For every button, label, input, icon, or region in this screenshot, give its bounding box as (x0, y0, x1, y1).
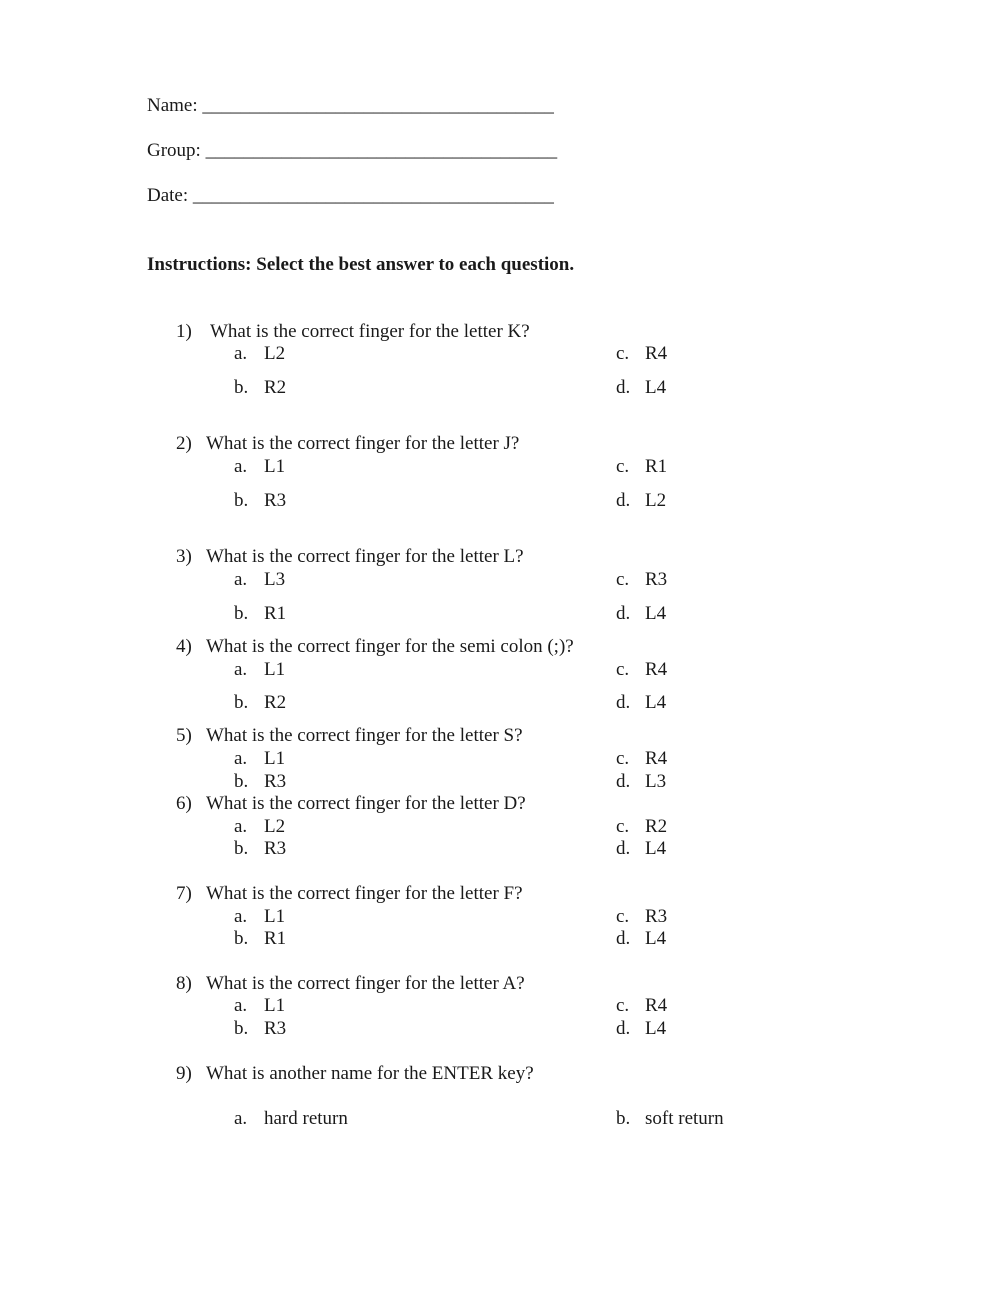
option-letter: c. (616, 343, 630, 364)
option-value[interactable]: L4 (645, 603, 667, 624)
option-value[interactable]: L2 (645, 490, 667, 511)
option-letter: a. (234, 906, 248, 927)
instructions: Instructions: Select the best answer to each question. (147, 254, 575, 275)
option-letter: a. (234, 995, 248, 1016)
date-field[interactable] (147, 185, 554, 207)
option-value[interactable]: soft return (645, 1108, 724, 1129)
option-letter: a. (234, 456, 248, 477)
question-number: 7) (176, 883, 192, 904)
option-letter: a. (234, 816, 248, 837)
option-letter: b. (234, 603, 249, 624)
option-value[interactable]: L1 (264, 659, 286, 680)
option-value[interactable]: R2 (264, 692, 287, 713)
question-text: What is the correct finger for the letter F? (206, 883, 523, 904)
option-letter: b. (234, 838, 249, 859)
option-letter: b. (234, 377, 249, 398)
option-letter: d. (616, 771, 631, 792)
option-letter: b. (234, 692, 249, 713)
option-value[interactable]: L4 (645, 377, 667, 398)
question-number: 3) (176, 546, 192, 567)
question-number: 8) (176, 973, 192, 994)
option-value[interactable]: L1 (264, 456, 286, 477)
option-value[interactable]: R3 (264, 490, 287, 511)
option-value[interactable]: R3 (264, 1018, 287, 1039)
question-text: What is the correct finger for the letter D? (206, 793, 526, 814)
date-blank-line[interactable]: ______________________________________ (192, 185, 554, 206)
option-value[interactable]: hard return (264, 1108, 348, 1129)
question-text: What is the correct finger for the letter S? (206, 725, 523, 746)
option-letter: d. (616, 928, 631, 949)
question-text: What is the correct finger for the letter A? (206, 973, 525, 994)
option-value[interactable]: R3 (645, 906, 668, 927)
option-value[interactable]: L4 (645, 1018, 667, 1039)
option-value[interactable]: L3 (264, 569, 286, 590)
option-letter: a. (234, 748, 248, 769)
question-text: What is the correct finger for the semi colon (;)? (206, 636, 574, 657)
question-number: 5) (176, 725, 192, 746)
option-letter: c. (616, 816, 630, 837)
option-letter: d. (616, 838, 631, 859)
option-letter: c. (616, 659, 630, 680)
question-number: 6) (176, 793, 192, 814)
option-value[interactable]: R4 (645, 748, 668, 769)
question-text: What is the correct finger for the letter L? (206, 546, 524, 567)
option-letter: d. (616, 1018, 631, 1039)
option-letter: d. (616, 692, 631, 713)
option-value[interactable]: L1 (264, 748, 286, 769)
option-letter: a. (234, 1108, 248, 1129)
option-value[interactable]: R3 (264, 838, 287, 859)
option-value[interactable]: L3 (645, 771, 667, 792)
option-value[interactable]: R1 (264, 603, 287, 624)
option-letter: c. (616, 906, 630, 927)
option-letter: c. (616, 456, 630, 477)
option-value[interactable]: L1 (264, 906, 286, 927)
date-label: Date: (147, 185, 189, 206)
question-number: 9) (176, 1063, 192, 1084)
option-letter: a. (234, 343, 248, 364)
group-field[interactable] (147, 140, 557, 162)
option-letter: a. (234, 659, 248, 680)
option-letter: b. (234, 1018, 249, 1039)
option-value[interactable]: R2 (264, 377, 287, 398)
option-value[interactable]: R4 (645, 343, 668, 364)
option-letter: b. (234, 771, 249, 792)
option-value[interactable]: R2 (645, 816, 668, 837)
option-value[interactable]: L4 (645, 838, 667, 859)
option-letter: a. (234, 569, 248, 590)
option-letter: c. (616, 995, 630, 1016)
option-letter: b. (234, 928, 249, 949)
group-label: Group: (147, 140, 201, 161)
option-value[interactable]: L2 (264, 343, 286, 364)
question-text: What is the correct finger for the letter J? (206, 433, 520, 454)
option-value[interactable]: R3 (645, 569, 668, 590)
name-label: Name: (147, 95, 198, 116)
option-value[interactable]: R1 (264, 928, 287, 949)
name-field[interactable] (147, 95, 554, 117)
option-letter: d. (616, 490, 631, 511)
option-letter: d. (616, 377, 631, 398)
option-value[interactable]: L2 (264, 816, 286, 837)
name-blank-line[interactable]: _____________________________________ (202, 95, 554, 116)
option-value[interactable]: L4 (645, 692, 667, 713)
option-letter: c. (616, 748, 630, 769)
option-letter: c. (616, 569, 630, 590)
option-letter: d. (616, 603, 631, 624)
option-value[interactable]: R4 (645, 995, 668, 1016)
option-value[interactable]: R1 (645, 456, 668, 477)
question-number: 1) (176, 321, 192, 342)
option-letter: b. (234, 490, 249, 511)
question-text: What is another name for the ENTER key? (206, 1063, 534, 1084)
option-letter: b. (616, 1108, 631, 1129)
option-value[interactable]: R4 (645, 659, 668, 680)
option-value[interactable]: R3 (264, 771, 287, 792)
question-number: 4) (176, 636, 192, 657)
option-value[interactable]: L4 (645, 928, 667, 949)
question-text: What is the correct finger for the letter K? (210, 321, 530, 342)
question-number: 2) (176, 433, 192, 454)
group-blank-line[interactable]: _____________________________________ (205, 140, 558, 161)
option-value[interactable]: L1 (264, 995, 286, 1016)
